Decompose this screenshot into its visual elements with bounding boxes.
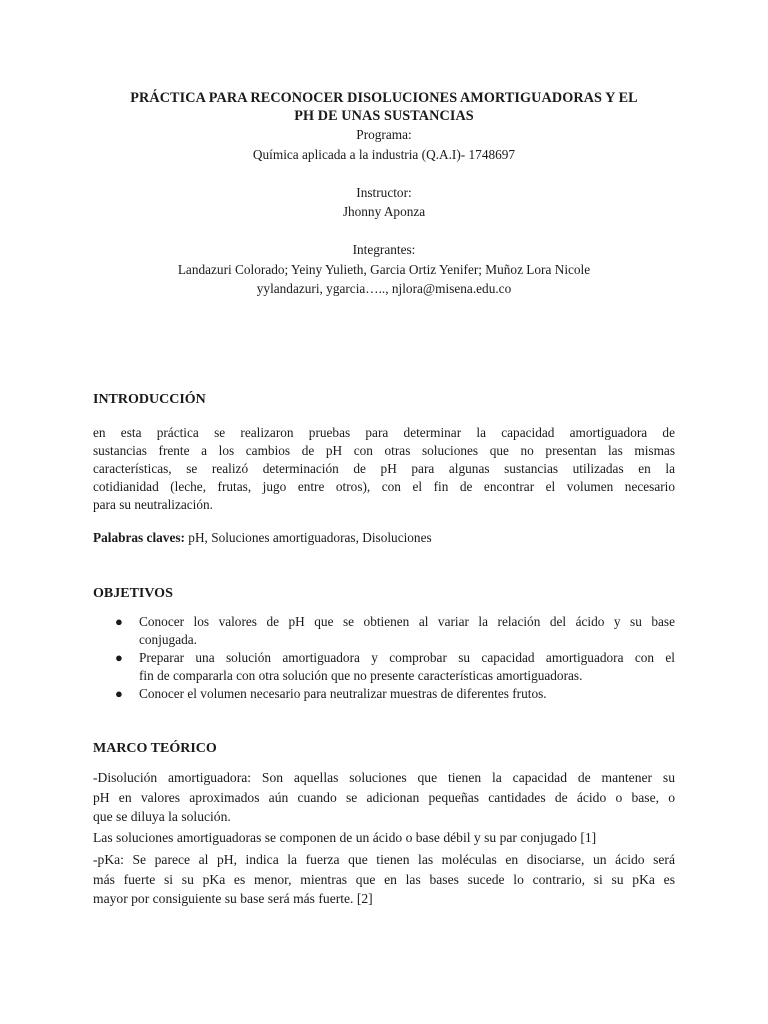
bullet-icon: ● [115,686,123,701]
objective-item-1-line-2: conjugada. [139,632,197,647]
marco-line: más fuerte si su pKa es menor, mientras que en las bases sucede lo contrario, si su pKa es [93,872,675,887]
instructor-name: Jhonny Aponza [342,204,426,219]
document-title-line-2: PH DE UNAS SUSTANCIAS [294,108,474,124]
document-title-line-1: PRÁCTICA PARA RECONOCER DISOLUCIONES AMORTIGUADORAS Y EL [130,90,638,106]
section-heading-objetivos: OBJETIVOS [93,586,173,601]
marco-line: -pKa: Se parece al pH, indica la fuerza que tienen las moléculas en disociarse, un ácido será [93,852,675,867]
section-heading-introduccion: INTRODUCCIÓN [93,392,206,407]
marco-line: que se diluya la solución. [93,809,231,824]
objective-item-3-line-1: Conocer el volumen necesario para neutralizar muestras de diferentes frutos. [139,686,547,701]
intro-line: en esta práctica se realizaron pruebas para determinar la capacidad amortiguadora de [93,425,675,440]
marco-line: pH en valores aproximados aún cuando se adicionan pequeñas cantidades de ácido o base, o [93,790,675,805]
bullet-icon: ● [115,650,123,665]
objective-item-1-line-1: Conocer los valores de pH que se obtienen al variar la relación del ácido y su base [139,614,675,629]
keywords-line [93,529,432,547]
members-label: Integrantes: [352,242,416,257]
members-names: Landazuri Colorado; Yeiny Yulieth, Garcia Ortiz Yenifer; Muñoz Lora Nicole [177,262,591,277]
bullet-icon: ● [115,614,123,629]
section-heading-marco-teorico: MARCO TEÓRICO [93,741,217,756]
intro-line: para su neutralización. [93,497,213,512]
instructor-label: Instructor: [356,185,412,200]
marco-line: Las soluciones amortiguadoras se componen de un ácido o base débil y su par conjugado [1] [93,830,597,845]
marco-line: -Disolución amortiguadora: Son aquellas soluciones que tienen la capacidad de mantener su [93,770,675,785]
keywords-value: pH, Soluciones amortiguadoras, Disoluciones [184,530,432,545]
objective-item-2-line-2: fin de compararla con otra solución que no presente características amortiguadoras. [139,668,583,683]
program-label: Programa: [356,127,412,142]
members-emails: yylandazuri, ygarcia….., njlora@misena.edu.co [256,281,512,296]
marco-line: mayor por consiguiente su base será más fuerte. [2] [93,891,373,906]
program-value: Química aplicada a la industria (Q.A.I)- 1748697 [252,147,516,162]
keywords-label: Palabras claves: [93,530,185,545]
intro-line: cotidianidad (leche, frutas, jugo entre otros), con el fin de encontrar el volumen necesario [93,479,675,494]
intro-line: sustancias frente a los cambios de pH con otras soluciones que no presentan las mismas [93,443,675,458]
intro-line: características, se realizó determinación de pH para algunas sustancias utilizadas en la [93,461,675,476]
objective-item-2-line-1: Preparar una solución amortiguadora y comprobar su capacidad amortiguadora con el [139,650,675,665]
